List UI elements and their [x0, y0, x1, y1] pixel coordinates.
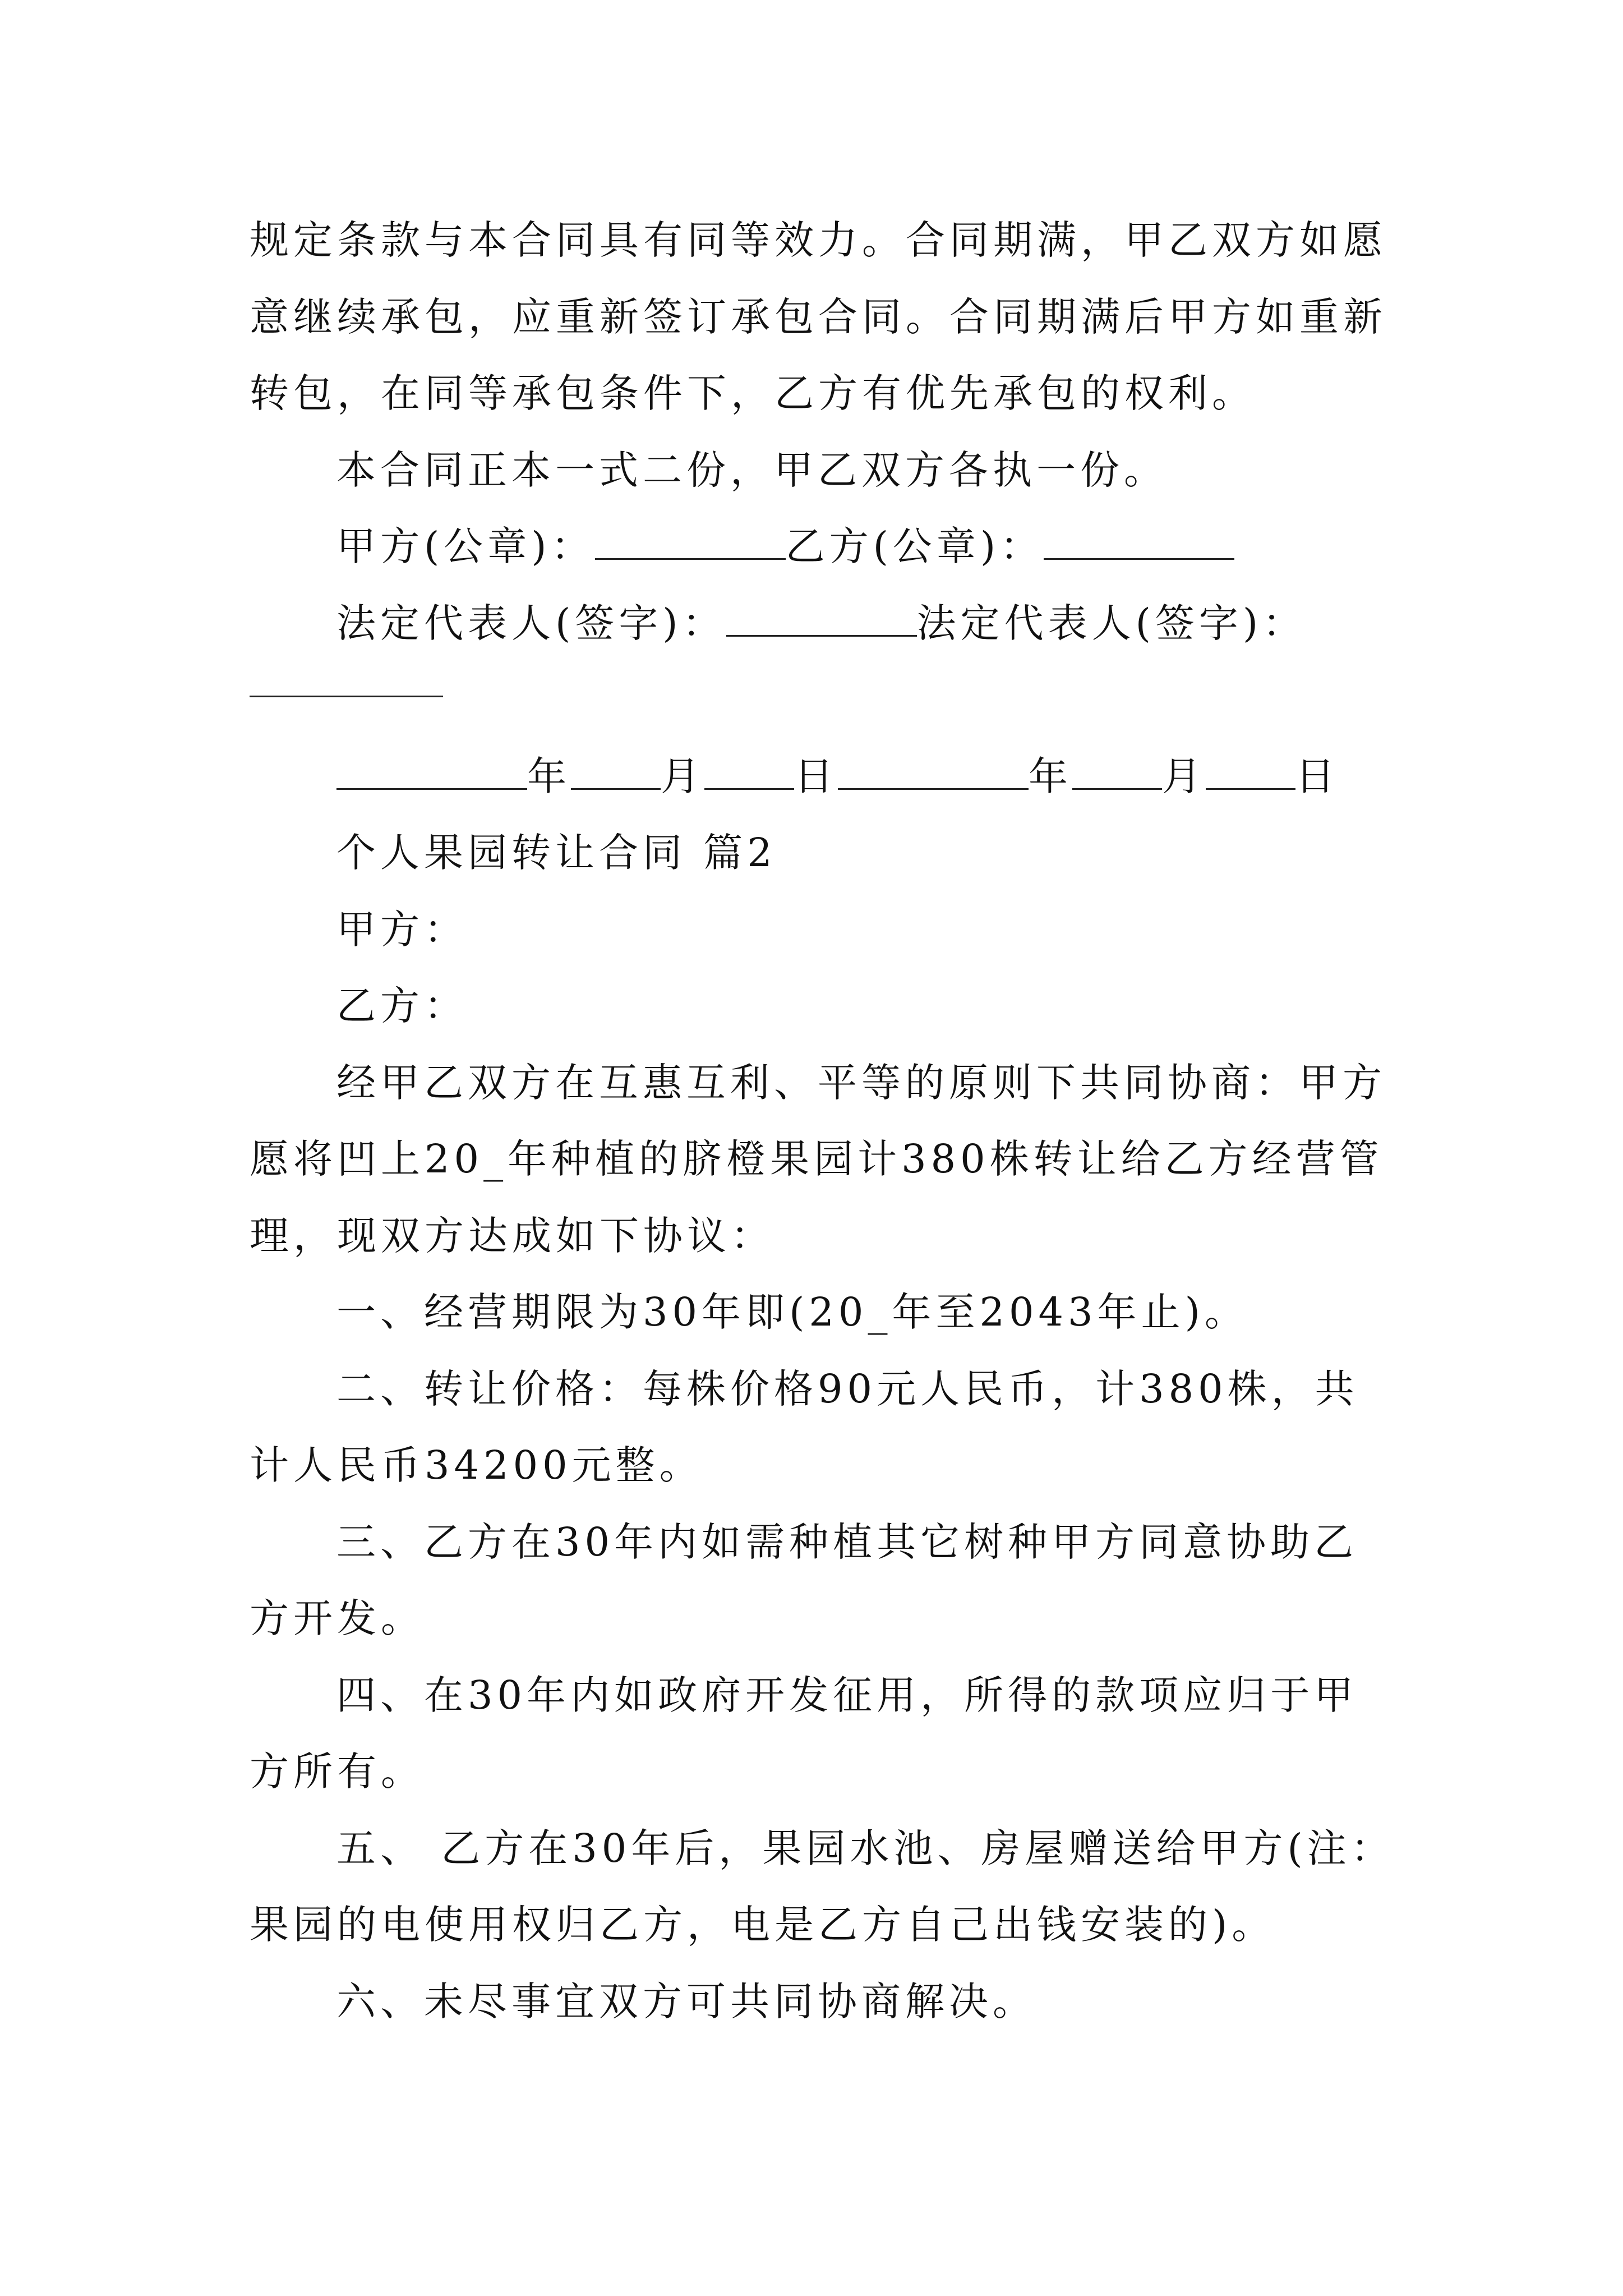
party-b-seal-blank [1044, 522, 1234, 560]
clause-2-line-2: 计人民币34200元整。 [250, 1442, 703, 1488]
date-a-day-blank [704, 752, 794, 790]
date-b-day-blank [1206, 752, 1295, 790]
legal-rep-b-blank [250, 696, 443, 697]
clause-6: 六、未尽事宜双方可共同协商解决。 [336, 1978, 1036, 2024]
legal-rep-a-blank [726, 599, 917, 637]
date-b-year-blank [838, 752, 1029, 790]
section2-title: 个人果园转让合同 篇2 [336, 830, 777, 876]
legal-rep-b-label: 法定代表人(签字)： [916, 600, 1307, 646]
seal-line [336, 521, 1396, 572]
intro-line-3: 理，现双方达成如下协议： [250, 1213, 774, 1259]
intro-line-2: 愿将凹上20_年种植的脐橙果园计380株转让给乙方经营管 [250, 1136, 1384, 1182]
date-b-year-label: 年 [1029, 753, 1072, 799]
date-a-year-label: 年 [527, 753, 571, 799]
body-line-1: 规定条款与本合同具有同等效力。合同期满，甲乙双方如愿 [250, 217, 1387, 263]
clause-4-line-1: 四、在30年内如政府开发征用，所得的款项应归于甲 [336, 1672, 1358, 1718]
copies-clause: 本合同正本一式二份，甲乙双方各执一份。 [336, 447, 1168, 493]
party-a-seal-label: 甲方(公章)： [336, 523, 595, 569]
date-b-month-blank [1072, 752, 1162, 790]
section2-party-a: 甲方： [336, 907, 468, 953]
clause-5-line-2: 果园的电使用权归乙方，电是乙方自己出钱安装的)。 [250, 1902, 1276, 1948]
clause-5-line-1: 五、 乙方在30年后，果园水池、房屋赠送给甲方(注： [336, 1825, 1395, 1871]
clause-4-line-2: 方所有。 [250, 1749, 425, 1795]
date-a-day-label: 日 [794, 753, 838, 799]
date-b-month-label: 月 [1162, 753, 1206, 799]
intro-line-1: 经甲乙双方在互惠互利、平等的原则下共同协商：甲方 [336, 1060, 1386, 1106]
legal-rep-line [336, 598, 1396, 648]
clause-2-line-1: 二、转让价格：每株价格90元人民币，计380株，共 [336, 1366, 1359, 1412]
party-b-seal-label: 乙方(公章)： [785, 523, 1044, 569]
date-a-month-blank [571, 752, 661, 790]
date-line [336, 751, 1396, 802]
party-a-seal-blank [595, 522, 786, 560]
clause-1: 一、经营期限为30年即(20_年至2043年止)。 [336, 1289, 1248, 1335]
date-b-day-label: 日 [1295, 753, 1339, 799]
body-line-3: 转包，在同等承包条件下，乙方有优先承包的权利。 [250, 370, 1256, 416]
body-line-2: 意继续承包，应重新签订承包合同。合同期满后甲方如重新 [250, 294, 1387, 340]
section2-party-b: 乙方： [336, 983, 468, 1029]
legal-rep-a-label: 法定代表人(签字)： [336, 600, 726, 646]
date-a-month-label: 月 [661, 753, 704, 799]
date-a-year-blank [336, 752, 527, 790]
clause-3-line-1: 三、乙方在30年内如需种植其它树种甲方同意协助乙 [336, 1519, 1358, 1565]
clause-3-line-2: 方开发。 [250, 1595, 425, 1641]
